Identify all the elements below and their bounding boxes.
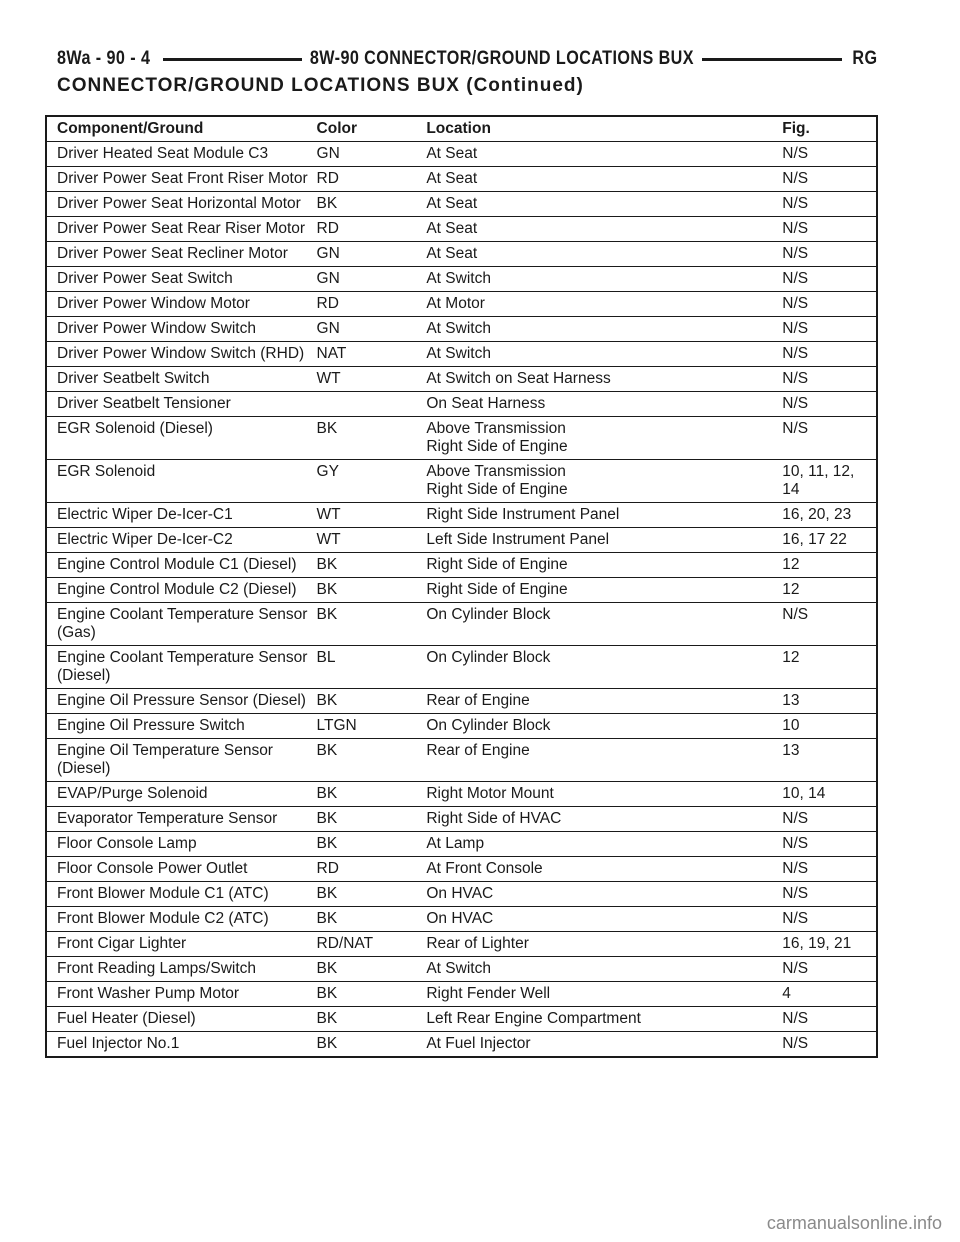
component-cell: Fuel Heater (Diesel) bbox=[46, 1007, 313, 1032]
table-row bbox=[46, 882, 877, 907]
column-header: Component/Ground bbox=[46, 116, 313, 142]
component-cell: Engine Oil Pressure Sensor (Diesel) bbox=[46, 689, 313, 714]
color-cell: GY bbox=[313, 460, 423, 503]
location-cell bbox=[422, 217, 778, 242]
component-cell: Driver Seatbelt Switch bbox=[46, 367, 313, 392]
table-row bbox=[46, 217, 877, 242]
location-cell bbox=[422, 646, 778, 689]
location-cell bbox=[422, 882, 778, 907]
location-line: Above Transmission bbox=[426, 420, 566, 437]
component-cell: Driver Power Seat Rear Riser Motor bbox=[46, 217, 313, 242]
location-line: Right Fender Well bbox=[426, 985, 551, 1002]
fig-cell: N/S bbox=[778, 1032, 877, 1058]
component-cell: Driver Power Seat Front Riser Motor bbox=[46, 167, 313, 192]
component-cell: Engine Control Module C1 (Diesel) bbox=[46, 553, 313, 578]
color-cell: GN bbox=[313, 267, 423, 292]
location-line: At Switch bbox=[426, 320, 491, 337]
component-cell: Driver Power Window Motor bbox=[46, 292, 313, 317]
table-row bbox=[46, 528, 877, 553]
location-line: Right Side Instrument Panel bbox=[426, 506, 620, 523]
location-cell bbox=[422, 292, 778, 317]
location-line: Above Transmission bbox=[426, 463, 566, 480]
table-row bbox=[46, 142, 877, 167]
table-row bbox=[46, 578, 877, 603]
location-line: Right Side of Engine bbox=[426, 481, 568, 498]
location-line: Right Side of Engine bbox=[426, 556, 568, 573]
table-body bbox=[46, 142, 877, 1058]
location-cell bbox=[422, 782, 778, 807]
component-cell: Driver Heated Seat Module C3 bbox=[46, 142, 313, 167]
component-cell: Front Blower Module C2 (ATC) bbox=[46, 907, 313, 932]
fig-cell: N/S bbox=[778, 167, 877, 192]
component-cell: Driver Seatbelt Tensioner bbox=[46, 392, 313, 417]
fig-cell: N/S bbox=[778, 192, 877, 217]
table-row bbox=[46, 782, 877, 807]
location-cell bbox=[422, 392, 778, 417]
location-cell bbox=[422, 578, 778, 603]
component-cell: Engine Control Module C2 (Diesel) bbox=[46, 578, 313, 603]
table-row bbox=[46, 367, 877, 392]
table-row bbox=[46, 553, 877, 578]
fig-cell: N/S bbox=[778, 317, 877, 342]
fig-cell: 12 bbox=[778, 646, 877, 689]
color-cell: NAT bbox=[313, 342, 423, 367]
component-cell: Engine Oil Temperature Sensor (Diesel) bbox=[46, 739, 313, 782]
color-cell: WT bbox=[313, 367, 423, 392]
color-cell: GN bbox=[313, 142, 423, 167]
color-cell: BK bbox=[313, 907, 423, 932]
location-line: At Front Console bbox=[426, 860, 543, 877]
location-cell bbox=[422, 957, 778, 982]
location-line: At Switch bbox=[426, 960, 491, 977]
table-row bbox=[46, 832, 877, 857]
color-cell: RD bbox=[313, 857, 423, 882]
table-row bbox=[46, 417, 877, 460]
location-line: At Fuel Injector bbox=[426, 1035, 531, 1052]
table-row bbox=[46, 267, 877, 292]
component-cell: Floor Console Power Outlet bbox=[46, 857, 313, 882]
fig-cell: N/S bbox=[778, 807, 877, 832]
color-cell: BK bbox=[313, 603, 423, 646]
fig-cell: 13 bbox=[778, 739, 877, 782]
color-cell: BL bbox=[313, 646, 423, 689]
table-row bbox=[46, 857, 877, 882]
location-cell bbox=[422, 242, 778, 267]
location-line: On Cylinder Block bbox=[426, 717, 551, 734]
header-model: RG bbox=[851, 48, 878, 69]
fig-cell: N/S bbox=[778, 832, 877, 857]
table-row bbox=[46, 503, 877, 528]
color-cell: LTGN bbox=[313, 714, 423, 739]
table-row bbox=[46, 1032, 877, 1058]
location-line: At Seat bbox=[426, 195, 478, 212]
color-cell: BK bbox=[313, 578, 423, 603]
location-cell bbox=[422, 342, 778, 367]
table-row bbox=[46, 460, 877, 503]
table-row bbox=[46, 317, 877, 342]
color-cell: BK bbox=[313, 807, 423, 832]
location-cell bbox=[422, 528, 778, 553]
component-cell: Front Blower Module C1 (ATC) bbox=[46, 882, 313, 907]
location-line: On HVAC bbox=[426, 885, 494, 902]
color-cell: GN bbox=[313, 317, 423, 342]
component-cell: Electric Wiper De-Icer-C1 bbox=[46, 503, 313, 528]
location-line: On Seat Harness bbox=[426, 395, 546, 412]
color-cell: RD bbox=[313, 217, 423, 242]
fig-cell: N/S bbox=[778, 292, 877, 317]
location-line: At Switch on Seat Harness bbox=[426, 370, 611, 387]
table-header-row bbox=[46, 116, 877, 142]
fig-cell: N/S bbox=[778, 907, 877, 932]
location-line: At Motor bbox=[426, 295, 485, 312]
component-cell: Evaporator Temperature Sensor bbox=[46, 807, 313, 832]
location-line: Right Side of Engine bbox=[426, 581, 568, 598]
fig-cell: N/S bbox=[778, 392, 877, 417]
table-row bbox=[46, 932, 877, 957]
component-cell: Driver Power Window Switch bbox=[46, 317, 313, 342]
color-cell: BK bbox=[313, 1032, 423, 1058]
table-row bbox=[46, 603, 877, 646]
location-cell bbox=[422, 857, 778, 882]
column-header: Location bbox=[422, 116, 778, 142]
fig-cell: N/S bbox=[778, 217, 877, 242]
color-cell: BK bbox=[313, 192, 423, 217]
fig-cell: N/S bbox=[778, 242, 877, 267]
location-cell bbox=[422, 603, 778, 646]
table-row bbox=[46, 392, 877, 417]
table-row bbox=[46, 242, 877, 267]
color-cell: BK bbox=[313, 1007, 423, 1032]
fig-cell: N/S bbox=[778, 417, 877, 460]
location-cell bbox=[422, 932, 778, 957]
footer-watermark: carmanualsonline.info bbox=[766, 1213, 942, 1233]
location-cell bbox=[422, 367, 778, 392]
component-cell: Engine Oil Pressure Switch bbox=[46, 714, 313, 739]
location-cell bbox=[422, 417, 778, 460]
table-row bbox=[46, 689, 877, 714]
color-cell: BK bbox=[313, 689, 423, 714]
component-cell: Front Washer Pump Motor bbox=[46, 982, 313, 1007]
header-rule-left bbox=[163, 58, 302, 61]
location-line: On HVAC bbox=[426, 910, 494, 927]
fig-cell: N/S bbox=[778, 142, 877, 167]
component-cell: Engine Coolant Temperature Sensor (Gas) bbox=[46, 603, 313, 646]
fig-cell: 10, 14 bbox=[778, 782, 877, 807]
component-cell: Driver Power Seat Recliner Motor bbox=[46, 242, 313, 267]
component-cell: Engine Coolant Temperature Sensor (Diesel) bbox=[46, 646, 313, 689]
location-line: Left Side Instrument Panel bbox=[426, 531, 610, 548]
location-line: Rear of Engine bbox=[426, 742, 530, 759]
table-row bbox=[46, 714, 877, 739]
location-cell bbox=[422, 503, 778, 528]
table-row bbox=[46, 739, 877, 782]
component-cell: Floor Console Lamp bbox=[46, 832, 313, 857]
fig-cell: N/S bbox=[778, 882, 877, 907]
fig-cell: 12 bbox=[778, 553, 877, 578]
fig-cell: N/S bbox=[778, 1007, 877, 1032]
location-cell bbox=[422, 317, 778, 342]
location-cell bbox=[422, 739, 778, 782]
location-line: At Seat bbox=[426, 170, 478, 187]
component-cell: Driver Power Seat Horizontal Motor bbox=[46, 192, 313, 217]
location-line: Right Motor Mount bbox=[426, 785, 554, 802]
color-cell: BK bbox=[313, 417, 423, 460]
location-line: Rear of Lighter bbox=[426, 935, 529, 952]
location-line: On Cylinder Block bbox=[426, 606, 551, 623]
location-cell bbox=[422, 689, 778, 714]
color-cell: BK bbox=[313, 957, 423, 982]
section-title: CONNECTOR/GROUND LOCATIONS BUX (Continued) bbox=[57, 75, 584, 96]
location-line: Right Side of Engine bbox=[426, 438, 568, 455]
fig-cell: N/S bbox=[778, 267, 877, 292]
component-cell: Fuel Injector No.1 bbox=[46, 1032, 313, 1058]
column-header: Fig. bbox=[778, 116, 877, 142]
component-cell: Front Reading Lamps/Switch bbox=[46, 957, 313, 982]
color-cell: BK bbox=[313, 832, 423, 857]
color-cell: BK bbox=[313, 982, 423, 1007]
location-cell bbox=[422, 832, 778, 857]
component-cell: Driver Power Seat Switch bbox=[46, 267, 313, 292]
location-cell bbox=[422, 907, 778, 932]
location-cell bbox=[422, 553, 778, 578]
location-line: At Switch bbox=[426, 345, 491, 362]
component-cell: EGR Solenoid (Diesel) bbox=[46, 417, 313, 460]
component-cell: Front Cigar Lighter bbox=[46, 932, 313, 957]
color-cell bbox=[313, 392, 423, 417]
table-row bbox=[46, 807, 877, 832]
fig-cell: 12 bbox=[778, 578, 877, 603]
color-cell: GN bbox=[313, 242, 423, 267]
fig-cell: 10, 11, 12, 14 bbox=[778, 460, 877, 503]
color-cell: BK bbox=[313, 553, 423, 578]
color-cell: WT bbox=[313, 503, 423, 528]
component-cell: Electric Wiper De-Icer-C2 bbox=[46, 528, 313, 553]
header-rule-right bbox=[702, 58, 841, 61]
table-row bbox=[46, 982, 877, 1007]
color-cell: RD bbox=[313, 167, 423, 192]
table-row bbox=[46, 292, 877, 317]
color-cell: WT bbox=[313, 528, 423, 553]
component-cell: EVAP/Purge Solenoid bbox=[46, 782, 313, 807]
column-header: Color bbox=[313, 116, 423, 142]
table-row bbox=[46, 957, 877, 982]
location-cell bbox=[422, 807, 778, 832]
fig-cell: N/S bbox=[778, 342, 877, 367]
header-title: 8W-90 CONNECTOR/GROUND LOCATIONS BUX bbox=[310, 48, 695, 69]
location-line: At Seat bbox=[426, 220, 478, 237]
table-row bbox=[46, 342, 877, 367]
color-cell: BK bbox=[313, 739, 423, 782]
location-line: Rear of Engine bbox=[426, 692, 530, 709]
fig-cell: N/S bbox=[778, 957, 877, 982]
color-cell: RD/NAT bbox=[313, 932, 423, 957]
table-row bbox=[46, 167, 877, 192]
table-row bbox=[46, 192, 877, 217]
location-line: At Seat bbox=[426, 145, 478, 162]
location-cell bbox=[422, 1007, 778, 1032]
page-header bbox=[57, 44, 877, 74]
location-line: Left Rear Engine Compartment bbox=[426, 1010, 641, 1027]
fig-cell: N/S bbox=[778, 857, 877, 882]
location-line: At Lamp bbox=[426, 835, 485, 852]
page-number: 8Wa - 90 - 4 bbox=[57, 48, 151, 69]
component-cell: EGR Solenoid bbox=[46, 460, 313, 503]
table-row bbox=[46, 1007, 877, 1032]
fig-cell: 16, 20, 23 bbox=[778, 503, 877, 528]
location-line: On Cylinder Block bbox=[426, 649, 551, 666]
component-cell: Driver Power Window Switch (RHD) bbox=[46, 342, 313, 367]
fig-cell: 10 bbox=[778, 714, 877, 739]
location-cell bbox=[422, 167, 778, 192]
fig-cell: 16, 19, 21 bbox=[778, 932, 877, 957]
fig-cell: N/S bbox=[778, 367, 877, 392]
location-cell bbox=[422, 982, 778, 1007]
location-cell bbox=[422, 1032, 778, 1058]
location-cell bbox=[422, 460, 778, 503]
color-cell: BK bbox=[313, 782, 423, 807]
location-line: At Switch bbox=[426, 270, 491, 287]
fig-cell: 13 bbox=[778, 689, 877, 714]
color-cell: RD bbox=[313, 292, 423, 317]
connector-table bbox=[45, 115, 878, 1058]
table-row bbox=[46, 646, 877, 689]
location-line: Right Side of HVAC bbox=[426, 810, 562, 827]
fig-cell: N/S bbox=[778, 603, 877, 646]
table-row bbox=[46, 907, 877, 932]
fig-cell: 16, 17 22 bbox=[778, 528, 877, 553]
location-cell bbox=[422, 192, 778, 217]
location-cell bbox=[422, 142, 778, 167]
fig-cell: 4 bbox=[778, 982, 877, 1007]
color-cell: BK bbox=[313, 882, 423, 907]
location-cell bbox=[422, 714, 778, 739]
location-cell bbox=[422, 267, 778, 292]
location-line: At Seat bbox=[426, 245, 478, 262]
